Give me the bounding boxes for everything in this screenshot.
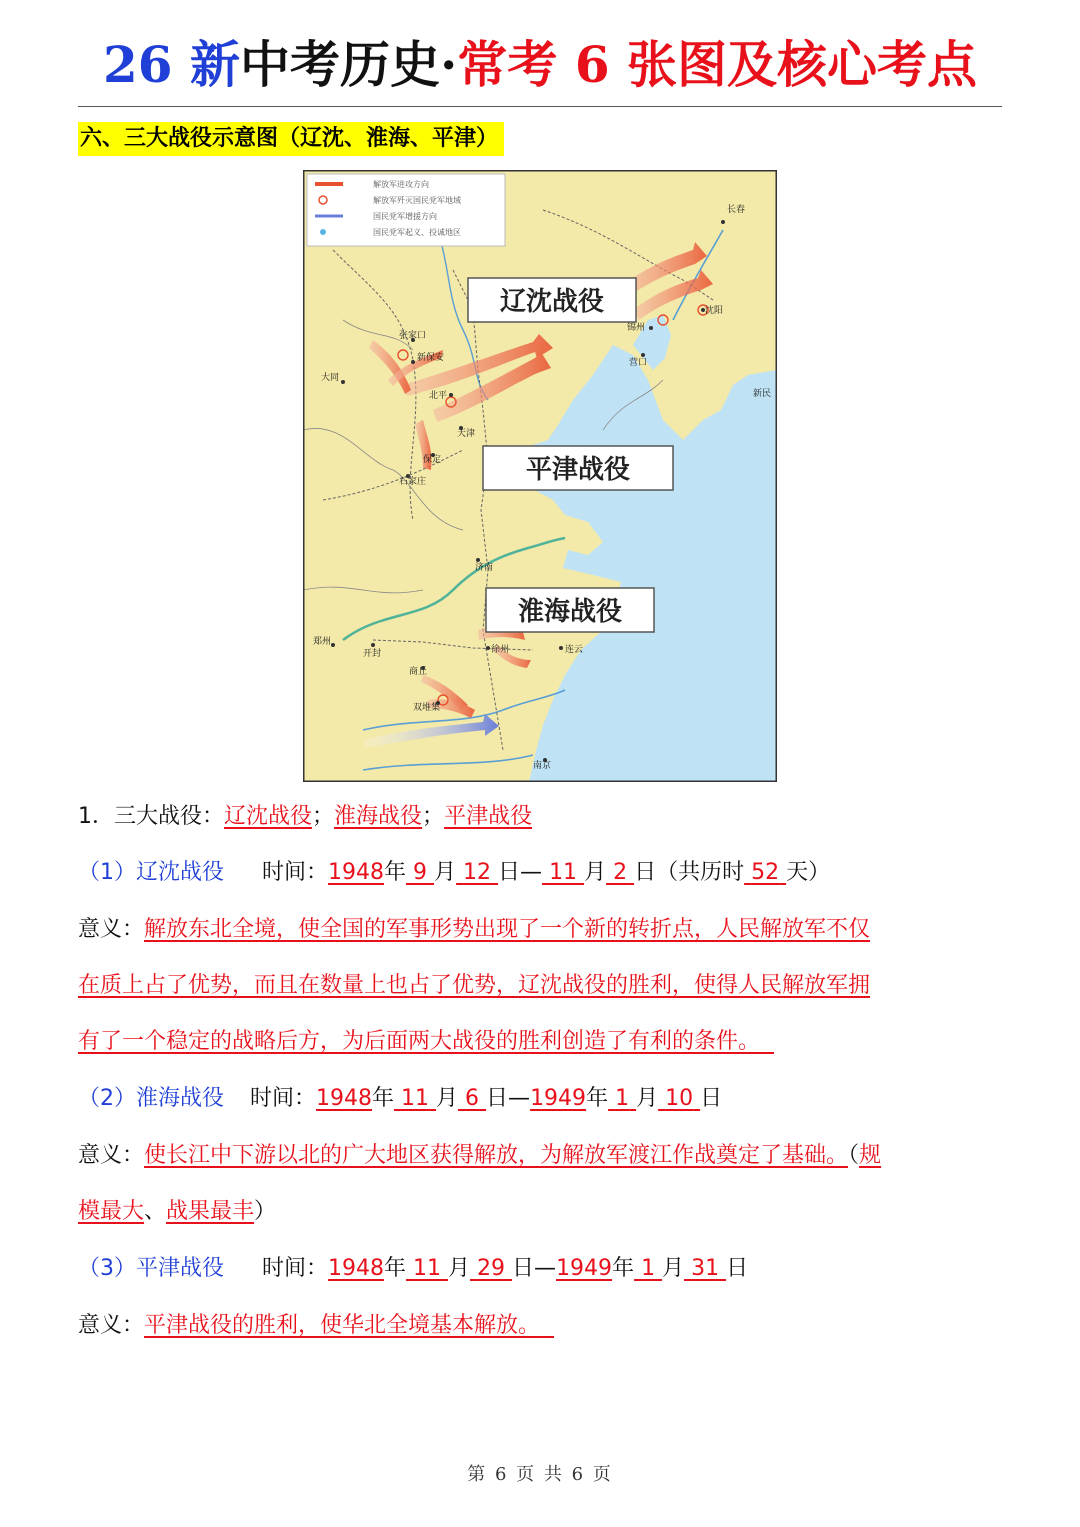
place-label: 大同 xyxy=(321,373,340,383)
place-label: 济南 xyxy=(475,563,494,573)
place-label: 锦州 xyxy=(627,323,646,333)
place-label: 新保安 xyxy=(417,353,445,363)
legend-item: 国民党军起义、投诚地区 xyxy=(373,228,461,237)
three-battles-map xyxy=(303,170,777,782)
legend-item: 国民党军增援方向 xyxy=(373,212,437,221)
place-label: 营口 xyxy=(629,358,648,368)
page-number: 第 6 页 共 6 页 xyxy=(467,1464,613,1485)
battle-label-pingjin xyxy=(483,446,673,490)
place-label: 长春 xyxy=(727,205,746,215)
place-label: 连云 xyxy=(565,645,584,655)
title-part-black: 中考历史· xyxy=(239,35,458,94)
place-label: 商丘 xyxy=(409,667,428,677)
place-label: 沈阳 xyxy=(705,306,724,316)
liaoshen-heading: （1）辽沈战役 xyxy=(78,860,224,885)
three-battles-list: 1．三大战役：辽沈战役；淮海战役；平津战役 xyxy=(78,804,533,829)
pingjin-time-line: （3）平津战役 时间：1948年 11 月 29 日—1949年 1 月 31 日 xyxy=(78,1256,749,1281)
legend-item: 解放军进攻方向 xyxy=(373,180,429,189)
battle-name: 辽沈战役 xyxy=(224,804,313,829)
map-legend xyxy=(307,174,505,246)
huaihai-heading: （2）淮海战役 xyxy=(78,1086,224,1111)
page-title xyxy=(0,30,1080,100)
battle-name: 淮海战役 xyxy=(334,804,423,829)
place-label: 南京 xyxy=(533,761,552,771)
svg-text:平津战役: 平津战役 xyxy=(525,455,631,485)
section-heading: 六、三大战役示意图（辽沈、淮海、平津） xyxy=(78,122,504,156)
place-label: 保定 xyxy=(423,455,442,465)
place-label: 石家庄 xyxy=(399,477,427,487)
huaihai-meaning: 意义：使长江中下游以北的广大地区获得解放，为解放军渡江作战奠定了基础。（规 xyxy=(78,1143,882,1168)
place-label: 郑州 xyxy=(313,637,332,647)
battle-label-liaoshen xyxy=(468,278,636,322)
pingjin-meaning: 意义：平津战役的胜利，使华北全境基本解放。 xyxy=(78,1313,541,1338)
title-part-blue: 26 新 xyxy=(102,35,240,94)
liaoshen-time-line: （1）辽沈战役 时间：1948年 9 月 12 日— 11 月 2 日（共历时 52 天） xyxy=(78,860,831,885)
battle-label-huaihai xyxy=(486,588,654,632)
place-label: 天津 xyxy=(457,429,476,439)
legend-item: 解放军歼灭国民党军地域 xyxy=(373,196,461,205)
place-label: 徐州 xyxy=(491,645,510,655)
place-label: 开封 xyxy=(363,649,382,659)
place-label: 新民 xyxy=(753,389,772,399)
title-divider xyxy=(78,106,1002,107)
huaihai-time-line: （2）淮海战役 时间：1948年 11 月 6 日—1949年 1 月 10 日 xyxy=(78,1086,723,1111)
svg-text:辽沈战役: 辽沈战役 xyxy=(499,287,605,317)
svg-text:淮海战役: 淮海战役 xyxy=(517,597,623,627)
title-part-red: 常考 6 张图及核心考点 xyxy=(457,35,978,94)
pingjin-heading: （3）平津战役 xyxy=(78,1256,224,1281)
place-label: 张家口 xyxy=(399,331,427,341)
place-label: 双堆集 xyxy=(413,703,441,713)
battle-name: 平津战役 xyxy=(444,804,533,829)
liaoshen-meaning: 意义：解放东北全境，使全国的军事形势出现了一个新的转折点，人民解放军不仅 xyxy=(78,917,871,942)
place-label: 北平 xyxy=(429,391,448,401)
